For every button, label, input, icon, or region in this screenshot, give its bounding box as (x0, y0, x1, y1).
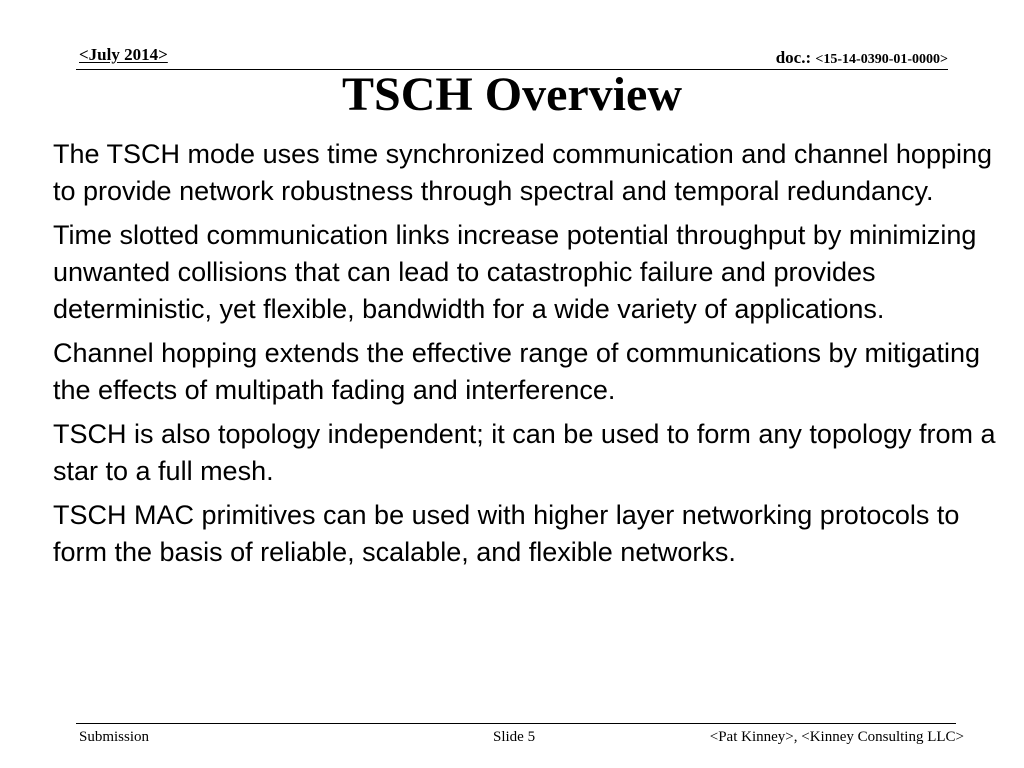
footer-divider (76, 723, 956, 724)
footer-submission: Submission (79, 729, 150, 745)
footer-slide-number: Slide 5 (493, 729, 536, 745)
header-doc-label: doc.: (775, 48, 816, 67)
body-paragraph: Time slotted communication links increase potential throughput by minimizing unwanted collisions that can lead to catastrophic failure and provides deterministic, yet flexible, bandwidth for a wide variety of applications. (53, 220, 977, 324)
body-paragraph: The TSCH mode uses time synchronized communication and channel hopping to provide network robustness through spectral and temporal redundancy. (53, 139, 993, 206)
slide-title: TSCH Overview (342, 68, 682, 121)
header-date: <July 2014> (79, 45, 168, 64)
body-paragraph: TSCH MAC primitives can be used with higher layer networking protocols to form the basis of reliable, scalable, and flexible networks. (53, 500, 960, 567)
slide-body (53, 136, 998, 578)
header-doc-number: <15-14-0390-01-0000> (815, 52, 948, 67)
footer-author: <Pat Kinney>, <Kinney Consulting LLC> (709, 729, 964, 745)
body-paragraph: Channel hopping extends the effective range of communications by mitigating the effects of multipath fading and interference. (53, 338, 981, 405)
body-paragraph: TSCH is also topology independent; it can be used to form any topology from a star to a full mesh. (53, 419, 996, 486)
